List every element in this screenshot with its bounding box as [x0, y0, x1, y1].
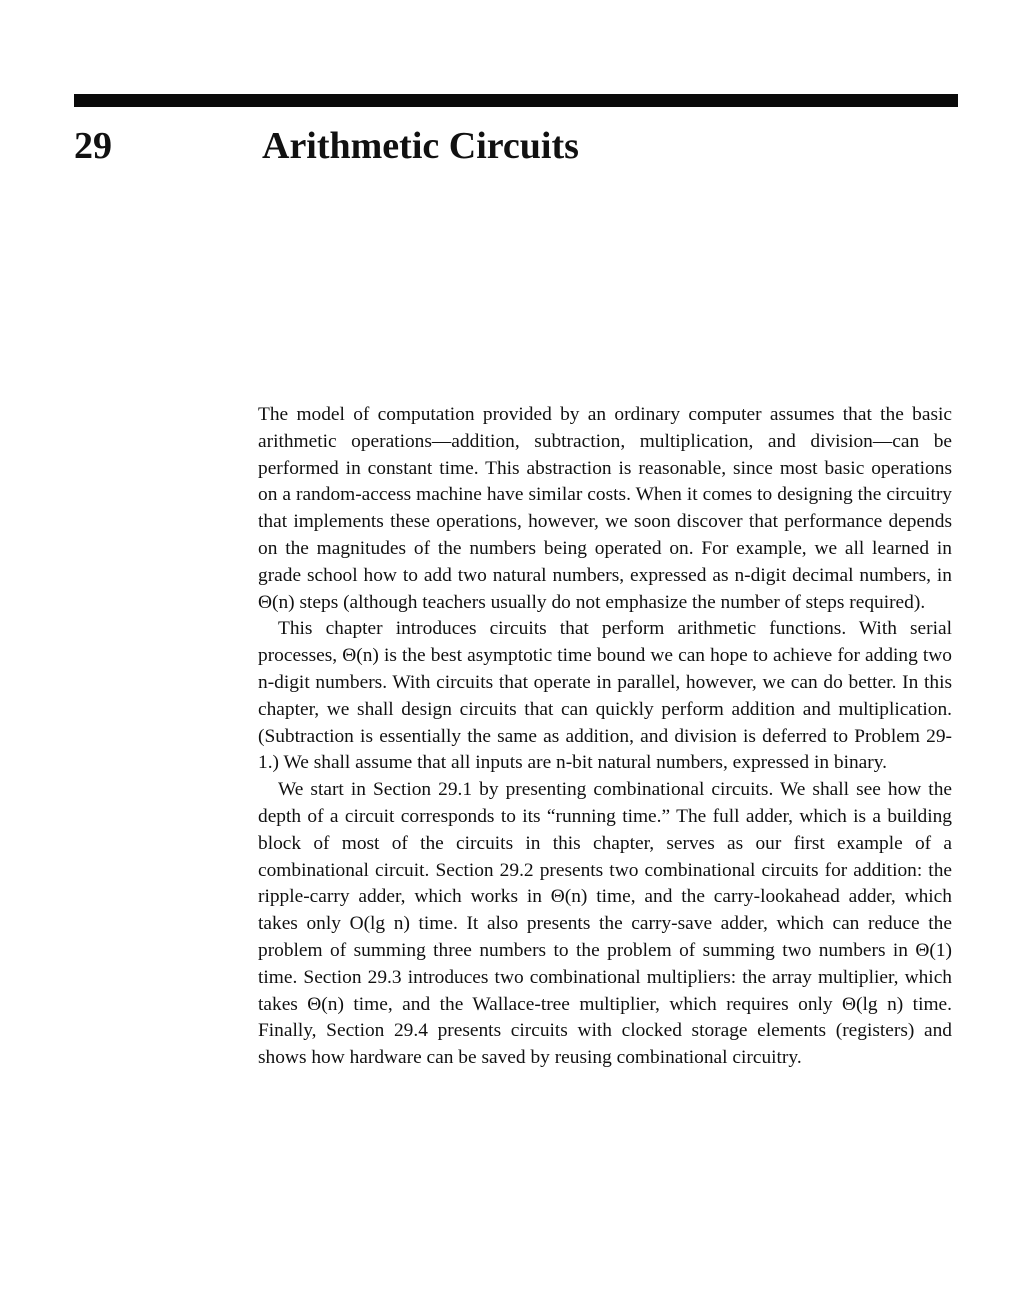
chapter-number: 29	[74, 125, 112, 167]
chapter-top-rule	[74, 94, 958, 107]
chapter-introduction	[258, 402, 952, 1072]
chapter-title: Arithmetic Circuits	[262, 125, 579, 167]
intro-paragraph-2: This chapter introduces circuits that perform arithmetic functions. With serial processes, Θ(n) is the best asymptotic time bound we can hope to achieve for adding two n-digit numbers. With circuits that operate in parallel, however, we can do better. In this chapter, we shall design circuits that can quickly perform addition and multiplication. (Subtraction is essentially the same as addition, and division is deferred to Problem 29-1.) We shall assume that all inputs are n-bit natural numbers, expressed in binary.	[258, 618, 952, 774]
intro-paragraph-1: The model of computation provided by an ordinary computer assumes that the basic arithmetic operations—addition, subtraction, multiplication, and division—can be performed in constant time. This abstraction is reasonable, since most basic operations on a random-access machine have similar costs. When it comes to designing the circuitry that implements these operations, however, we soon discover that performance depends on the magnitudes of the numbers being operated on. For example, we all learned in grade school how to add two natural numbers, expressed as n-digit decimal numbers, in Θ(n) steps (although teachers usually do not emphasize the number of steps required).	[258, 404, 952, 613]
intro-paragraph-3: We start in Section 29.1 by presenting combinational circuits. We shall see how the depth of a circuit corresponds to its “running time.” The full adder, which is a building block of most of the circuits in this chapter, serves as our first example of a combinational circuit. Section 29.2 presents two combinational circuits for addition: the ripple-carry adder, which works in Θ(n) time, and the carry-lookahead adder, which takes only O(lg n) time. It also presents the carry-save adder, which can reduce the problem of summing three numbers to the problem of summing two numbers in Θ(1) time. Section 29.3 introduces two combinational multipliers: the array multiplier, which takes Θ(n) time, and the Wallace-tree multiplier, which requires only Θ(lg n) time. Finally, Section 29.4 presents circuits with clocked storage elements (registers) and shows how hardware can be saved by reusing combinational circuitry.	[258, 779, 952, 1069]
